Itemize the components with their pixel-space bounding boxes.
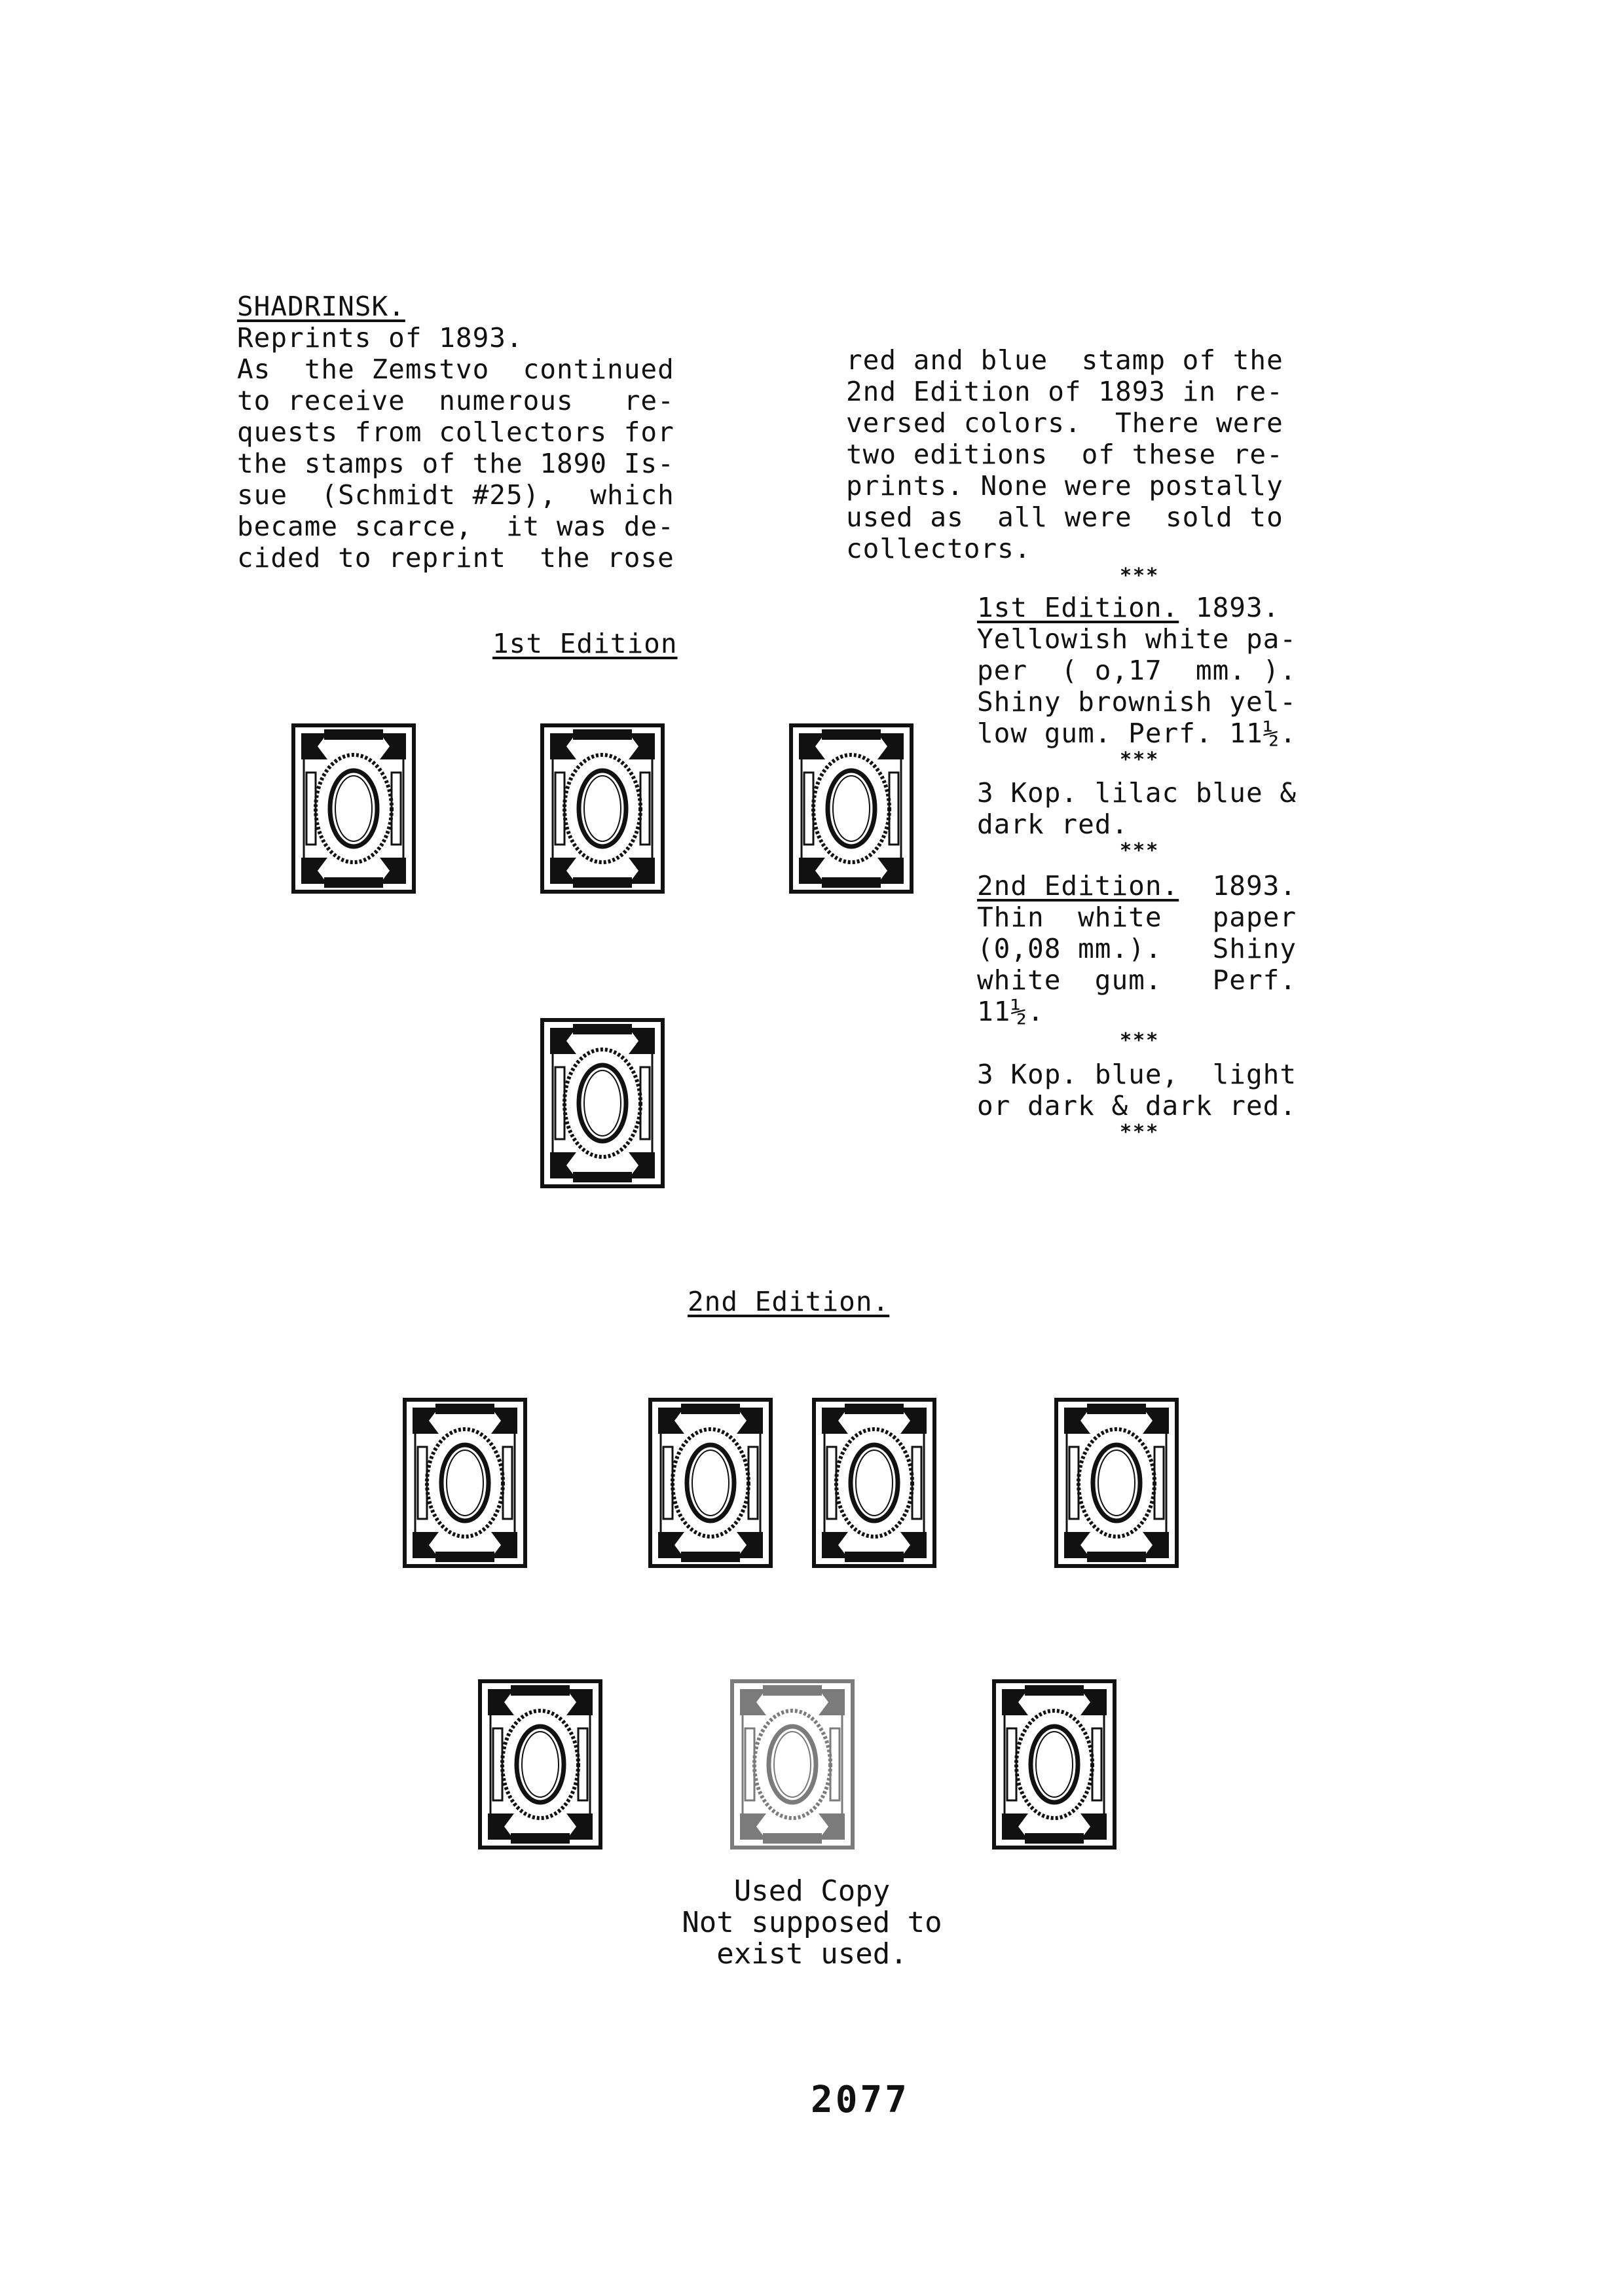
edition1-value-1: 3 Kop. lilac blue & [977,777,1297,809]
page-number: 2077 [811,2079,910,2121]
stamp-image [475,1676,606,1853]
left-line-2: to receive numerous re- [237,385,674,416]
edition1-header [977,592,1280,623]
edition2-heading: 2nd Edition. [977,870,1179,902]
left-line-3: quests from collectors for [237,416,674,448]
left-line-6: became scarce, it was de- [237,511,674,542]
edition2-value-1: 3 Kop. blue, light [977,1059,1297,1090]
edition2-desc-2: (0,08 mm.). Shiny [977,933,1297,964]
right-line-5: prints. None were postally [846,470,1283,501]
edition2-value-2: or dark & dark red. [977,1090,1297,1121]
edition2-year: 1893. [1179,870,1297,902]
edition1-desc-2: per ( o,17 mm. ). [977,655,1297,686]
stamp-image [786,720,917,897]
edition2-header [977,871,1297,902]
edition1-year: 1893. [1179,592,1280,623]
stamp-image [537,720,668,897]
stamp-pair-left [645,1394,776,1571]
edition1-value-2: dark red. [977,809,1129,840]
stamp-image [989,1676,1120,1853]
edition2-separator: *** [1120,1029,1160,1052]
edition2-desc-4: 11½. [977,996,1044,1027]
right-line-1: red and blue stamp of the [846,344,1283,376]
left-line-4: the stamps of the 1890 Is- [237,448,674,479]
stamp-image [537,1015,668,1192]
edition1-desc-1: Yellowish white pa- [977,623,1297,655]
left-line-5: sue (Schmidt #25), which [237,479,674,511]
stamp-image [288,720,419,897]
stamp-pair-right [809,1394,940,1571]
stamp-image [399,1394,530,1571]
right-line-6: used as all were sold to [846,501,1283,533]
right-line-4: two editions of these re- [846,439,1283,470]
stamp-used-copy [727,1676,858,1853]
separator-stars: *** [1120,564,1160,587]
used-caption-1: Used Copy [733,1874,891,1908]
left-line-7: cided to reprint the rose [237,542,674,574]
article-subtitle: Reprints of 1893. [237,322,523,354]
right-line-2: 2nd Edition of 1893 in re- [846,376,1283,407]
used-caption-3: exist used. [716,1937,908,1971]
section-label-second: 2nd Edition. [688,1286,890,1317]
edition2-value-separator: *** [1120,1121,1160,1144]
right-line-3: versed colors. There were [846,407,1283,439]
right-line-7: collectors. [846,533,1031,564]
edition1-separator: *** [1120,748,1160,771]
section-label-first: 1st Edition [492,628,678,659]
edition1-heading: 1st Edition. [977,592,1179,623]
edition1-value-separator: *** [1120,839,1160,862]
article-title: SHADRINSK. [237,291,405,322]
edition2-desc-3: white gum. Perf. [977,964,1297,996]
edition2-desc-1: Thin white paper [977,902,1297,933]
left-line-1: As the Zemstvo continued [237,354,674,385]
edition1-desc-4: low gum. Perf. 11½. [977,718,1297,749]
edition1-desc-3: Shiny brownish yel- [977,686,1297,718]
used-caption-2: Not supposed to [682,1906,942,1939]
stamp-image [1051,1394,1182,1571]
